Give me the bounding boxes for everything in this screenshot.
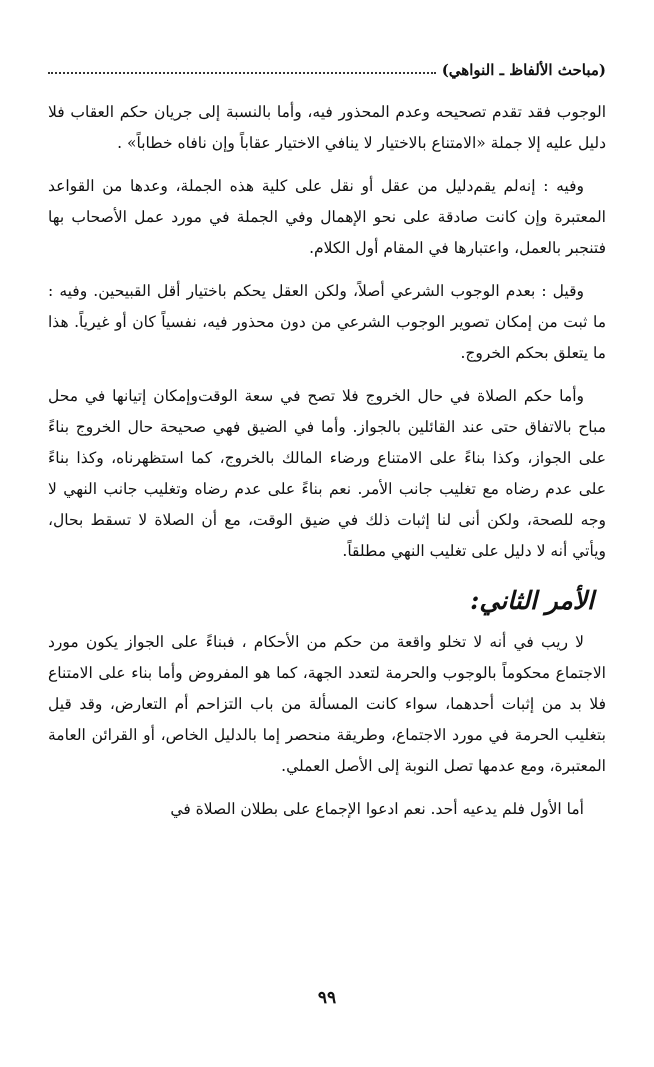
paragraph: الوجوب فقد تقدم تصحيحه وعدم المحذور فيه، وأما بالنسبة إلى جريان حكم العقاب فلا دليل عليه إلا جملة «الامتناع بالاختيار لا ينافي الاختيار عقاباً وإن نافاه خطاباً» . [48,103,606,152]
running-title: (مباحث الألفاظ ـ النواهي) [441,61,606,79]
paragraph: أما الأول فلم يدعيه أحد. نعم ادعوا الإجماع على بطلان الصلاة في [170,800,584,818]
page-number: ٩٩ [317,988,337,1008]
section-heading: الأمر الثاني: [470,586,594,615]
dot-leader [48,72,436,74]
paragraph: وأما حكم الصلاة في حال الخروج فلا تصح في سعة الوقت‌وإمكان إتيانها في محل مباح بالاتفاق حتى عند القائلين بالجواز. وأما في الضيق فهي صحيحة حال الخروج بناءً على الجواز، وكذا بناءً على الامتناع ورضاء المالك بالخروج، كما استظهرناه، وكذا بناءً على عدم رضاه مع تغليب جانب الأمر. نعم بناءً على عدم رضاه وتغليب جانب النهي لا وجه للصحة، ولكن أنى لنا إثبات ذلك في ضيق الوقت، مع أن الصلاة لا تسقط بحال، ويأتي أنه لا دليل على تغليب النهي مطلقاً. [48,387,606,560]
paragraph: لا ريب في أنه لا تخلو واقعة من حكم من الأحكام ، فبناءً على الجواز يكون مورد الاجتماع محكوماً بالوجوب والحرمة لتعدد الجهة، كما هو المفروض وأما بناء على الامتناع فلا بد من إثبات أحدهما، سواء كانت المسألة من باب التزاحم أم التعارض، وقد قيل بتغليب الحرمة في مورد الاجتماع، وطريقة منحصر إما بالدليل الخاص، أو القرائن العامة المعتبرة، ومع عدمها تصل النوبة إلى الأصل العملي. [48,633,606,775]
body-text [48,97,606,837]
paragraph: وفيه : إنه‌لم يقم‌دليل من عقل أو نقل على كلية هذه الجملة، وعدها من القواعد المعتبرة وإن كانت صادقة على نحو الإهمال وفي الجملة في مورد عمل الأصحاب بها فتنجبر بالعمل، واعتبارها في المقام أول الكلام. [48,177,606,257]
running-header [48,58,606,82]
paragraph: وقيل : بعدم الوجوب الشرعي أصلاً، ولكن العقل يحكم باختيار أقل القبيحين. وفيه : ما ثبت من إمكان تصوير الوجوب الشرعي من دون محذور فيه، نفسياً كان أو غيرياً. هذا ما يتعلق بحكم الخروج. [48,282,606,362]
